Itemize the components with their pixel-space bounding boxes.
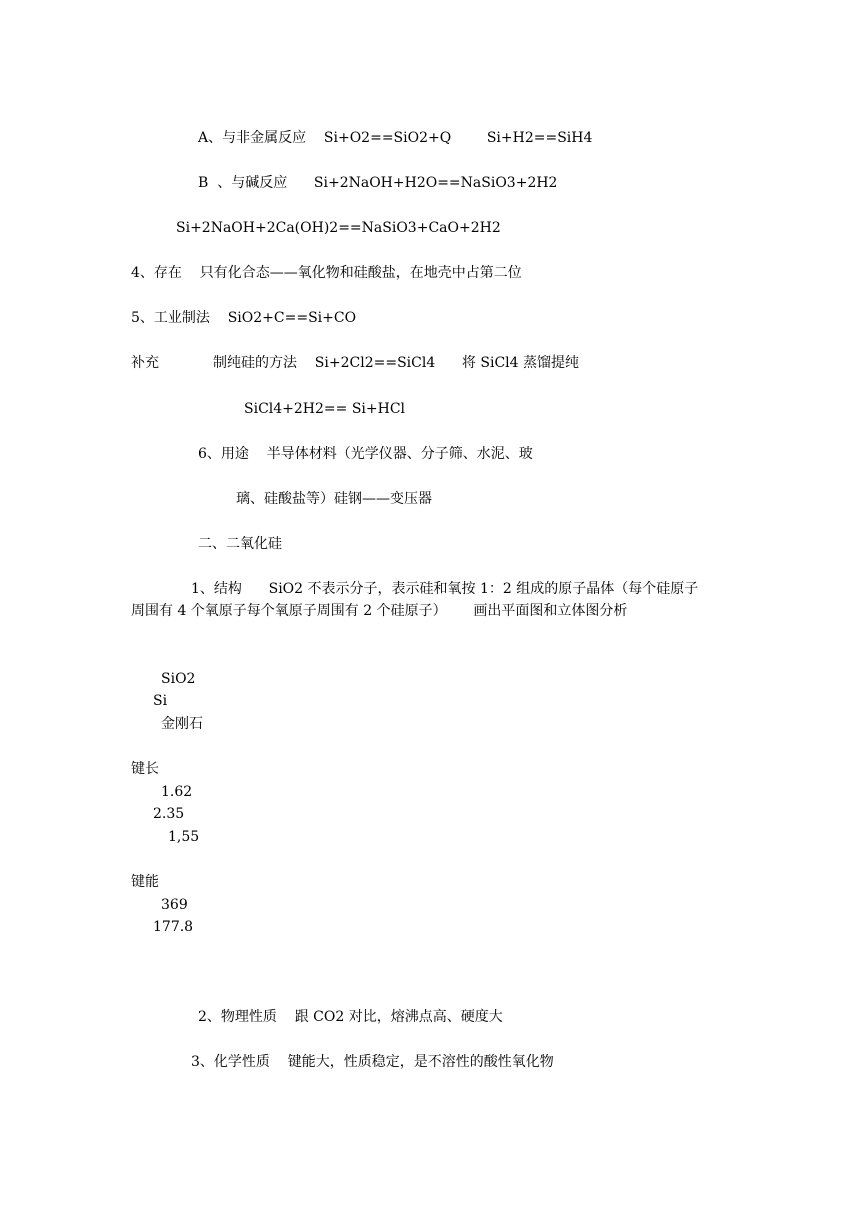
chemical-properties-line: 3、化学性质 键能大，性质稳定，是不溶性的酸性氧化物 (191, 1054, 554, 1070)
table-cell-value: 2.35 (153, 806, 185, 822)
supplement-label: 补充 (131, 355, 159, 371)
reaction-with-nonmetals-line: A、与非金属反应 Si+O2==SiO2+Q Si+H2==SiH4 (198, 130, 593, 146)
existence-line: 4、存在 只有化合态——氧化物和硅酸盐，在地壳中占第二位 (131, 265, 522, 281)
industrial-production-line: 5、工业制法 SiO2+C==Si+CO (131, 310, 357, 326)
table-cell-value: 1,55 (168, 829, 200, 845)
physical-properties-line: 2、物理性质 跟 CO2 对比，熔沸点高、硬度大 (198, 1009, 503, 1025)
table-header-si: Si (153, 693, 168, 709)
alkali-reaction-equation-line: Si+2NaOH+2Ca(OH)2==NaSiO3+CaO+2H2 (176, 220, 501, 236)
structure-continued-line: 周围有 4 个氧原子每个氧原子周围有 2 个硅原子） 画出平面图和立体图分析 (131, 603, 628, 619)
table-cell-value: 177.8 (153, 919, 194, 935)
table-header-sio2: SiO2 (161, 671, 196, 687)
table-row-bond-energy-label: 键能 (131, 874, 159, 890)
table-cell-value: 1.62 (161, 784, 193, 800)
table-cell-value: 369 (161, 897, 188, 913)
structure-line: 1、结构 SiO2 不表示分子，表示硅和氧按 1：2 组成的原子晶体（每个硅原子 (191, 581, 699, 597)
table-row-bond-length-label: 键长 (131, 761, 159, 777)
section-heading-silicon-dioxide: 二、二氧化硅 (198, 536, 282, 552)
uses-continued-line: 璃、硅酸盐等）硅钢——变压器 (236, 491, 432, 507)
pure-silicon-method-line: 制纯硅的方法 Si+2Cl2==SiCl4 将 SiCl4 蒸馏提纯 (213, 355, 579, 371)
sicl4-reduction-line: SiCl4+2H2== Si+HCl (244, 401, 406, 417)
reaction-with-alkali-line: B 、与碱反应 Si+2NaOH+H2O==NaSiO3+2H2 (198, 175, 558, 191)
table-header-diamond: 金刚石 (161, 716, 203, 732)
uses-line: 6、用途 半导体材料（光学仪器、分子筛、水泥、玻 (198, 446, 533, 462)
